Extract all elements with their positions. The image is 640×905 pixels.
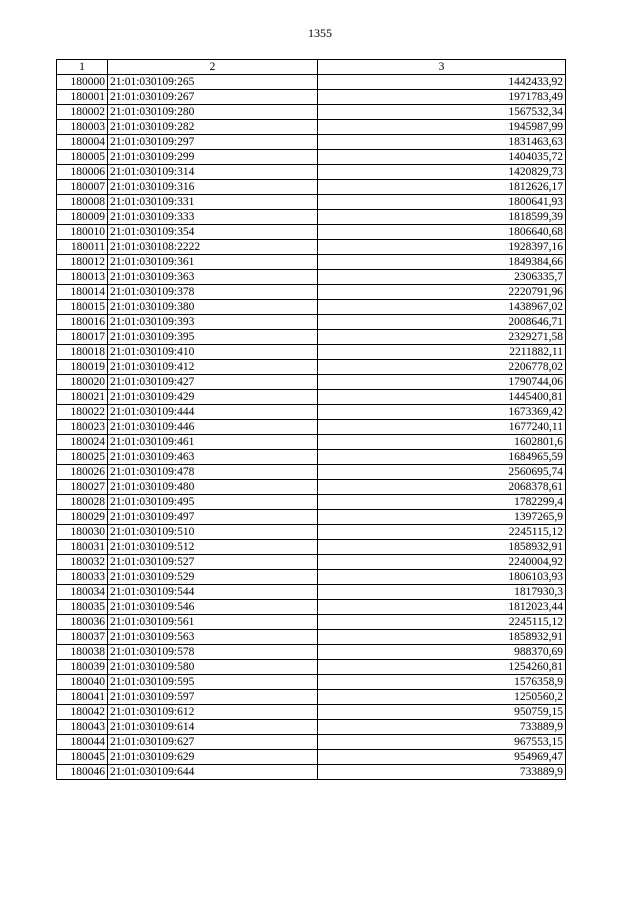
cadastral-value: 1806103,93 (318, 570, 566, 585)
cadastral-number: 21:01:030109:544 (108, 585, 318, 600)
row-number: 180040 (57, 675, 108, 690)
page-number: 1355 (308, 26, 332, 40)
row-number: 180020 (57, 375, 108, 390)
cadastral-number: 21:01:030109:446 (108, 420, 318, 435)
table-row (57, 585, 566, 600)
cadastral-number: 21:01:030109:512 (108, 540, 318, 555)
column-header-number: 1 (57, 60, 108, 75)
row-number: 180017 (57, 330, 108, 345)
row-number: 180027 (57, 480, 108, 495)
table-row (57, 330, 566, 345)
row-number: 180010 (57, 225, 108, 240)
table-row (57, 270, 566, 285)
row-number: 180006 (57, 165, 108, 180)
row-number: 180005 (57, 150, 108, 165)
cadastral-value: 1817930,3 (318, 585, 566, 600)
row-number: 180031 (57, 540, 108, 555)
cadastral-number: 21:01:030109:299 (108, 150, 318, 165)
cadastral-value: 2306335,7 (318, 270, 566, 285)
cadastral-value: 1420829,73 (318, 165, 566, 180)
cadastral-value: 2245115,12 (318, 615, 566, 630)
row-number: 180042 (57, 705, 108, 720)
table-row (57, 210, 566, 225)
cadastral-value: 1442433,92 (318, 75, 566, 90)
row-number: 180045 (57, 750, 108, 765)
row-number: 180030 (57, 525, 108, 540)
cadastral-number: 21:01:030109:354 (108, 225, 318, 240)
table-row (57, 105, 566, 120)
cadastral-value: 1576358,9 (318, 675, 566, 690)
cadastral-value: 2008646,71 (318, 315, 566, 330)
row-number: 180019 (57, 360, 108, 375)
cadastral-value: 950759,15 (318, 705, 566, 720)
row-number: 180034 (57, 585, 108, 600)
row-number: 180036 (57, 615, 108, 630)
row-number: 180024 (57, 435, 108, 450)
cadastral-number: 21:01:030109:563 (108, 630, 318, 645)
table-row (57, 660, 566, 675)
cadastral-number: 21:01:030109:429 (108, 390, 318, 405)
cadastral-number: 21:01:030109:461 (108, 435, 318, 450)
cadastral-value: 1567532,34 (318, 105, 566, 120)
row-number: 180041 (57, 690, 108, 705)
cadastral-number: 21:01:030109:578 (108, 645, 318, 660)
table-row (57, 525, 566, 540)
table-row (57, 375, 566, 390)
table-row (57, 465, 566, 480)
table-row (57, 495, 566, 510)
table-row (57, 135, 566, 150)
table-row (57, 615, 566, 630)
cadastral-value: 2240004,92 (318, 555, 566, 570)
row-number: 180007 (57, 180, 108, 195)
cadastral-value: 1790744,06 (318, 375, 566, 390)
cadastral-number: 21:01:030109:497 (108, 510, 318, 525)
table-row (57, 570, 566, 585)
table-row (57, 480, 566, 495)
cadastral-number: 21:01:030109:282 (108, 120, 318, 135)
cadastral-value: 1445400,81 (318, 390, 566, 405)
cadastral-number: 21:01:030109:527 (108, 555, 318, 570)
table-row (57, 315, 566, 330)
row-number: 180028 (57, 495, 108, 510)
table-row (57, 750, 566, 765)
table-row (57, 150, 566, 165)
cadastral-number: 21:01:030109:280 (108, 105, 318, 120)
cadastral-value: 2220791,96 (318, 285, 566, 300)
column-header-value: 3 (318, 60, 566, 75)
cadastral-value: 1438967,02 (318, 300, 566, 315)
row-number: 180035 (57, 600, 108, 615)
row-number: 180008 (57, 195, 108, 210)
cadastral-value: 1782299,4 (318, 495, 566, 510)
row-number: 180039 (57, 660, 108, 675)
table-row (57, 555, 566, 570)
table-row (57, 510, 566, 525)
table-row (57, 90, 566, 105)
cadastral-value: 988370,69 (318, 645, 566, 660)
cadastral-value: 1673369,42 (318, 405, 566, 420)
cadastral-number: 21:01:030109:529 (108, 570, 318, 585)
row-number: 180032 (57, 555, 108, 570)
table-row (57, 255, 566, 270)
cadastral-number: 21:01:030109:410 (108, 345, 318, 360)
cadastral-number: 21:01:030109:333 (108, 210, 318, 225)
cadastral-number: 21:01:030109:463 (108, 450, 318, 465)
cadastral-number: 21:01:030109:627 (108, 735, 318, 750)
cadastral-number: 21:01:030109:380 (108, 300, 318, 315)
cadastral-number: 21:01:030109:629 (108, 750, 318, 765)
cadastral-number: 21:01:030109:580 (108, 660, 318, 675)
cadastral-number: 21:01:030109:478 (108, 465, 318, 480)
row-number: 180033 (57, 570, 108, 585)
table-row (57, 540, 566, 555)
row-number: 180025 (57, 450, 108, 465)
cadastral-value: 967553,15 (318, 735, 566, 750)
table-row (57, 390, 566, 405)
table-row (57, 645, 566, 660)
row-number: 180003 (57, 120, 108, 135)
table-body (57, 75, 566, 780)
cadastral-value: 1397265,9 (318, 510, 566, 525)
cadastral-value: 733889,9 (318, 720, 566, 735)
cadastral-number: 21:01:030109:361 (108, 255, 318, 270)
table-row (57, 165, 566, 180)
table-row (57, 720, 566, 735)
cadastral-value: 1971783,49 (318, 90, 566, 105)
cadastral-number: 21:01:030109:546 (108, 600, 318, 615)
table-row (57, 450, 566, 465)
table-header (57, 60, 566, 75)
cadastral-value: 2206778,02 (318, 360, 566, 375)
table-row (57, 300, 566, 315)
table-row (57, 225, 566, 240)
table-row (57, 435, 566, 450)
cadastral-value: 1818599,39 (318, 210, 566, 225)
cadastral-number: 21:01:030109:265 (108, 75, 318, 90)
cadastral-number: 21:01:030109:561 (108, 615, 318, 630)
table-row (57, 735, 566, 750)
cadastral-number: 21:01:030109:644 (108, 765, 318, 780)
cadastral-value: 1858932,91 (318, 540, 566, 555)
table-row (57, 600, 566, 615)
cadastral-number: 21:01:030109:316 (108, 180, 318, 195)
cadastral-value: 2211882,11 (318, 345, 566, 360)
cadastral-value: 1928397,16 (318, 240, 566, 255)
cadastral-value: 2560695,74 (318, 465, 566, 480)
row-number: 180022 (57, 405, 108, 420)
row-number: 180001 (57, 90, 108, 105)
cadastral-number: 21:01:030109:495 (108, 495, 318, 510)
cadastral-value-table (56, 59, 566, 780)
cadastral-value: 733889,9 (318, 765, 566, 780)
cadastral-value: 1831463,63 (318, 135, 566, 150)
table-row (57, 345, 566, 360)
cadastral-value: 1945987,99 (318, 120, 566, 135)
cadastral-value: 1800641,93 (318, 195, 566, 210)
cadastral-number: 21:01:030109:427 (108, 375, 318, 390)
cadastral-number: 21:01:030109:331 (108, 195, 318, 210)
cadastral-number: 21:01:030109:510 (108, 525, 318, 540)
table-row (57, 630, 566, 645)
row-number: 180043 (57, 720, 108, 735)
cadastral-value: 1684965,59 (318, 450, 566, 465)
row-number: 180004 (57, 135, 108, 150)
cadastral-value: 1806640,68 (318, 225, 566, 240)
row-number: 180018 (57, 345, 108, 360)
row-number: 180015 (57, 300, 108, 315)
cadastral-value: 1602801,6 (318, 435, 566, 450)
cadastral-value: 1250560,2 (318, 690, 566, 705)
table-row (57, 765, 566, 780)
row-number: 180014 (57, 285, 108, 300)
row-number: 180044 (57, 735, 108, 750)
row-number: 180037 (57, 630, 108, 645)
table-row (57, 240, 566, 255)
row-number: 180026 (57, 465, 108, 480)
cadastral-value: 2245115,12 (318, 525, 566, 540)
table-row (57, 705, 566, 720)
row-number: 180000 (57, 75, 108, 90)
row-number: 180011 (57, 240, 108, 255)
cadastral-number: 21:01:030109:614 (108, 720, 318, 735)
table-row (57, 420, 566, 435)
row-number: 180013 (57, 270, 108, 285)
cadastral-number: 21:01:030109:314 (108, 165, 318, 180)
table-row (57, 195, 566, 210)
cadastral-value: 1812023,44 (318, 600, 566, 615)
cadastral-value: 2329271,58 (318, 330, 566, 345)
table-row (57, 405, 566, 420)
table-row (57, 120, 566, 135)
cadastral-value: 954969,47 (318, 750, 566, 765)
cadastral-number: 21:01:030109:412 (108, 360, 318, 375)
column-header-cadastral-number: 2 (108, 60, 318, 75)
cadastral-value: 1404035,72 (318, 150, 566, 165)
cadastral-value: 1677240,11 (318, 420, 566, 435)
table-row (57, 675, 566, 690)
row-number: 180029 (57, 510, 108, 525)
cadastral-value: 1812626,17 (318, 180, 566, 195)
cadastral-number: 21:01:030109:378 (108, 285, 318, 300)
row-number: 180021 (57, 390, 108, 405)
row-number: 180009 (57, 210, 108, 225)
cadastral-value: 1849384,66 (318, 255, 566, 270)
table-row (57, 75, 566, 90)
cadastral-number: 21:01:030109:363 (108, 270, 318, 285)
row-number: 180002 (57, 105, 108, 120)
cadastral-number: 21:01:030109:480 (108, 480, 318, 495)
table-row (57, 360, 566, 375)
cadastral-number: 21:01:030109:393 (108, 315, 318, 330)
table-row (57, 285, 566, 300)
cadastral-number: 21:01:030109:444 (108, 405, 318, 420)
cadastral-number: 21:01:030109:595 (108, 675, 318, 690)
cadastral-number: 21:01:030109:267 (108, 90, 318, 105)
cadastral-number: 21:01:030109:297 (108, 135, 318, 150)
row-number: 180012 (57, 255, 108, 270)
cadastral-number: 21:01:030109:612 (108, 705, 318, 720)
row-number: 180023 (57, 420, 108, 435)
row-number: 180046 (57, 765, 108, 780)
cadastral-number: 21:01:030109:395 (108, 330, 318, 345)
row-number: 180016 (57, 315, 108, 330)
table-row (57, 180, 566, 195)
row-number: 180038 (57, 645, 108, 660)
cadastral-value: 2068378,61 (318, 480, 566, 495)
cadastral-value: 1858932,91 (318, 630, 566, 645)
cadastral-number: 21:01:030109:597 (108, 690, 318, 705)
cadastral-value: 1254260,81 (318, 660, 566, 675)
header-row (57, 60, 566, 75)
table-row (57, 690, 566, 705)
cadastral-number: 21:01:030108:2222 (108, 240, 318, 255)
